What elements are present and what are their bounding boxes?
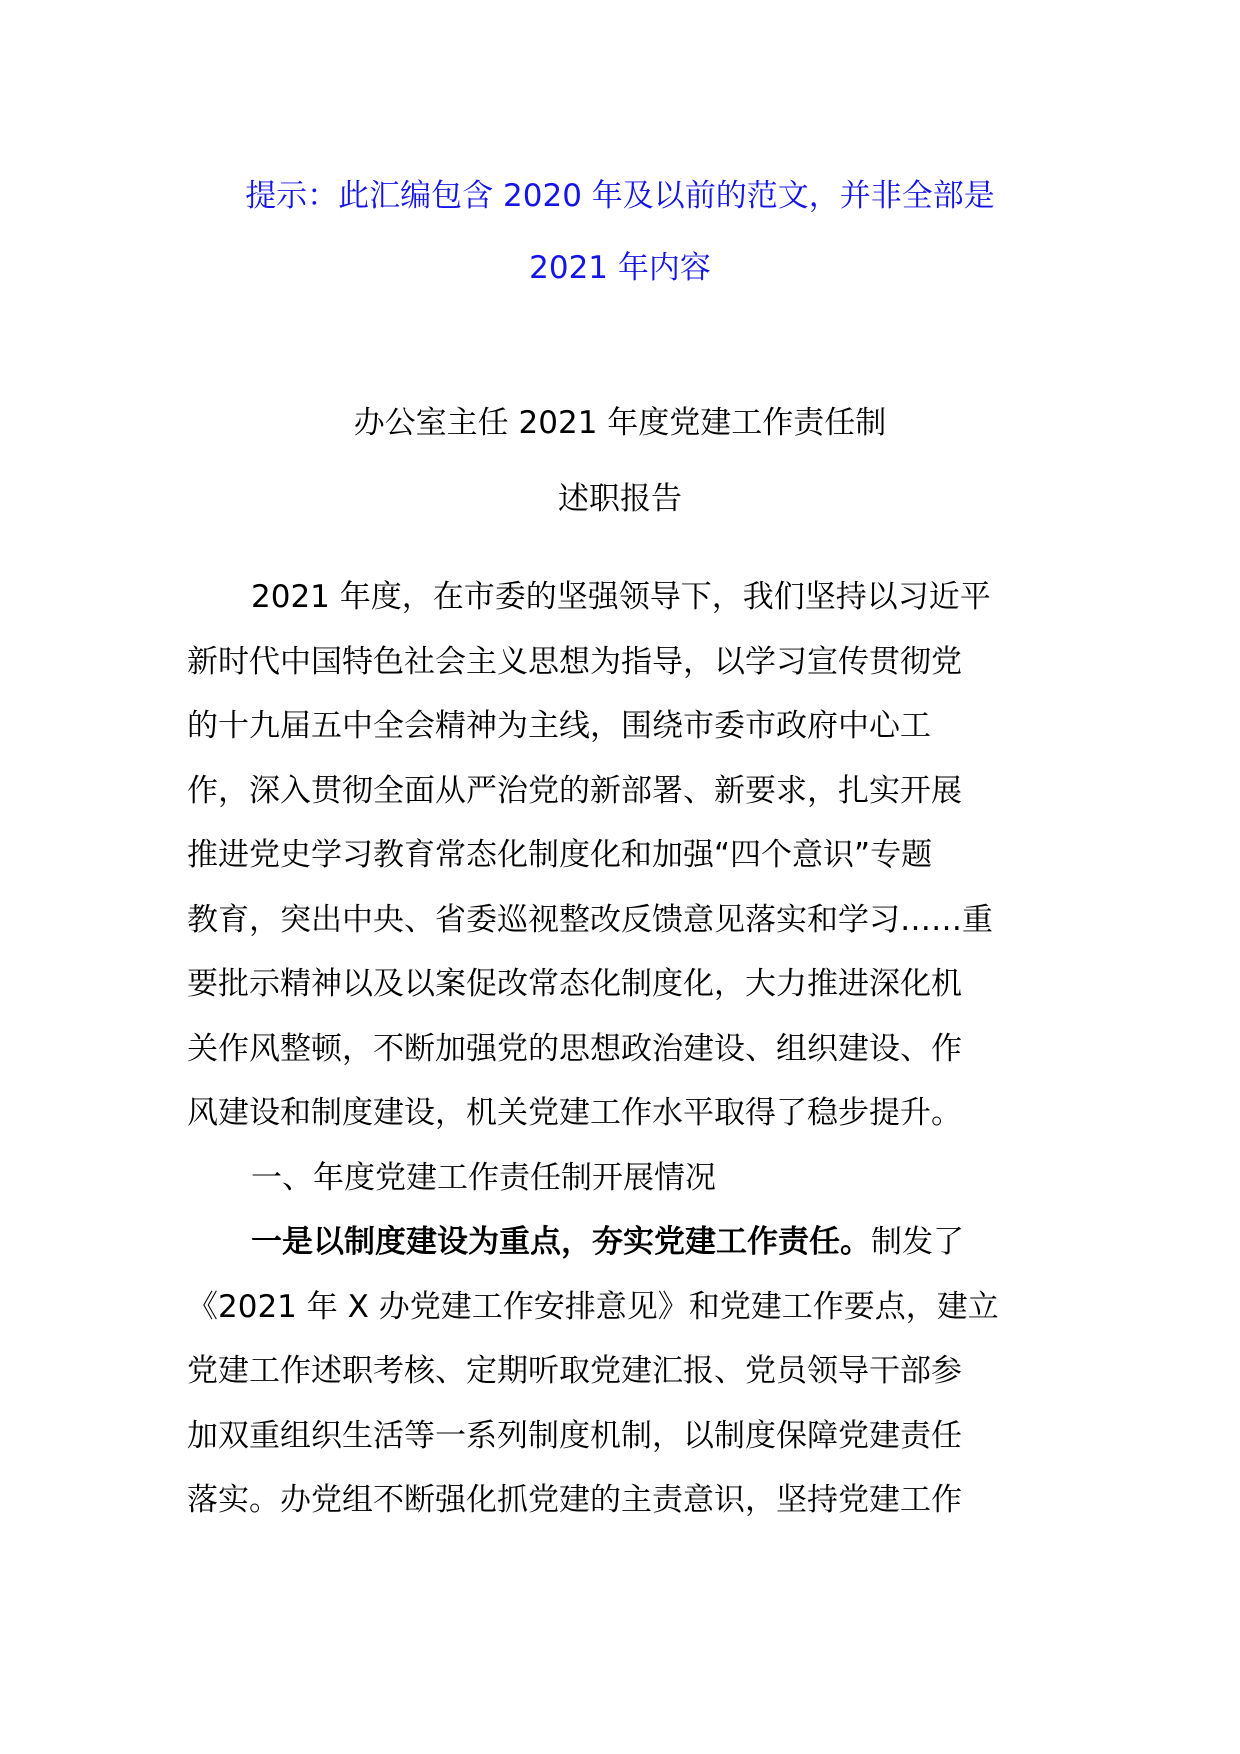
document-body (187, 565, 1053, 1533)
text-line: 推进党史学习教育常态化制度化和加强“四个意识”专题 (187, 837, 933, 873)
text-line: 的十九届五中全会精神为主线，围绕市委市政府中心工 (187, 708, 931, 744)
document-title (160, 385, 1080, 537)
title-line-1: 办公室主任 2021 年度党建工作责任制 (353, 405, 887, 441)
text-line: 要批示精神以及以案促改常态化制度化，大力推进深化机 (187, 966, 962, 1002)
text-line: 新时代中国特色社会主义思想为指导，以学习宣传贯彻党 (187, 643, 962, 680)
text-line: 党建工作述职考核、定期听取党建汇报、党员领导干部参 (187, 1353, 962, 1389)
notice-line-1: 提示：此汇编包含 2020 年及以前的范文，并非全部是 (245, 178, 995, 214)
text-line: 2021 年度，在市委的坚强领导下，我们坚持以习近平 (251, 579, 991, 615)
text-line: 教育，突出中央、省委巡视整改反馈意见落实和学习……重 (187, 901, 993, 938)
compilation-notice (160, 160, 1080, 304)
lead-line-rest: 制发了 (871, 1224, 964, 1260)
text-line: 加双重组织生活等一系列制度机制，以制度保障党建责任 (187, 1417, 962, 1454)
text-line: 落实。办党组不断强化抓党建的主责意识，坚持党建工作 (187, 1482, 962, 1518)
paragraph-institution-building (187, 1210, 1053, 1533)
text-line: 作，深入贯彻全面从严治党的新部署、新要求，扎实开展 (187, 772, 962, 809)
paragraph-intro (187, 565, 1053, 1146)
notice-line-2: 2021 年内容 (529, 250, 711, 286)
text-line: 关作风整顿，不断加强党的思想政治建设、组织建设、作 (187, 1030, 962, 1067)
section-heading: 一、年度党建工作责任制开展情况 (251, 1159, 716, 1196)
text-line: 《2021 年 X 办党建工作安排意见》和党建工作要点，建立 (187, 1288, 999, 1325)
title-line-2: 述职报告 (558, 481, 682, 517)
text-line: 风建设和制度建设，机关党建工作水平取得了稳步提升。 (187, 1095, 962, 1131)
bold-lead-sentence: 一是以制度建设为重点，夯实党建工作责任。 (251, 1224, 871, 1260)
text-line (187, 1210, 1053, 1275)
